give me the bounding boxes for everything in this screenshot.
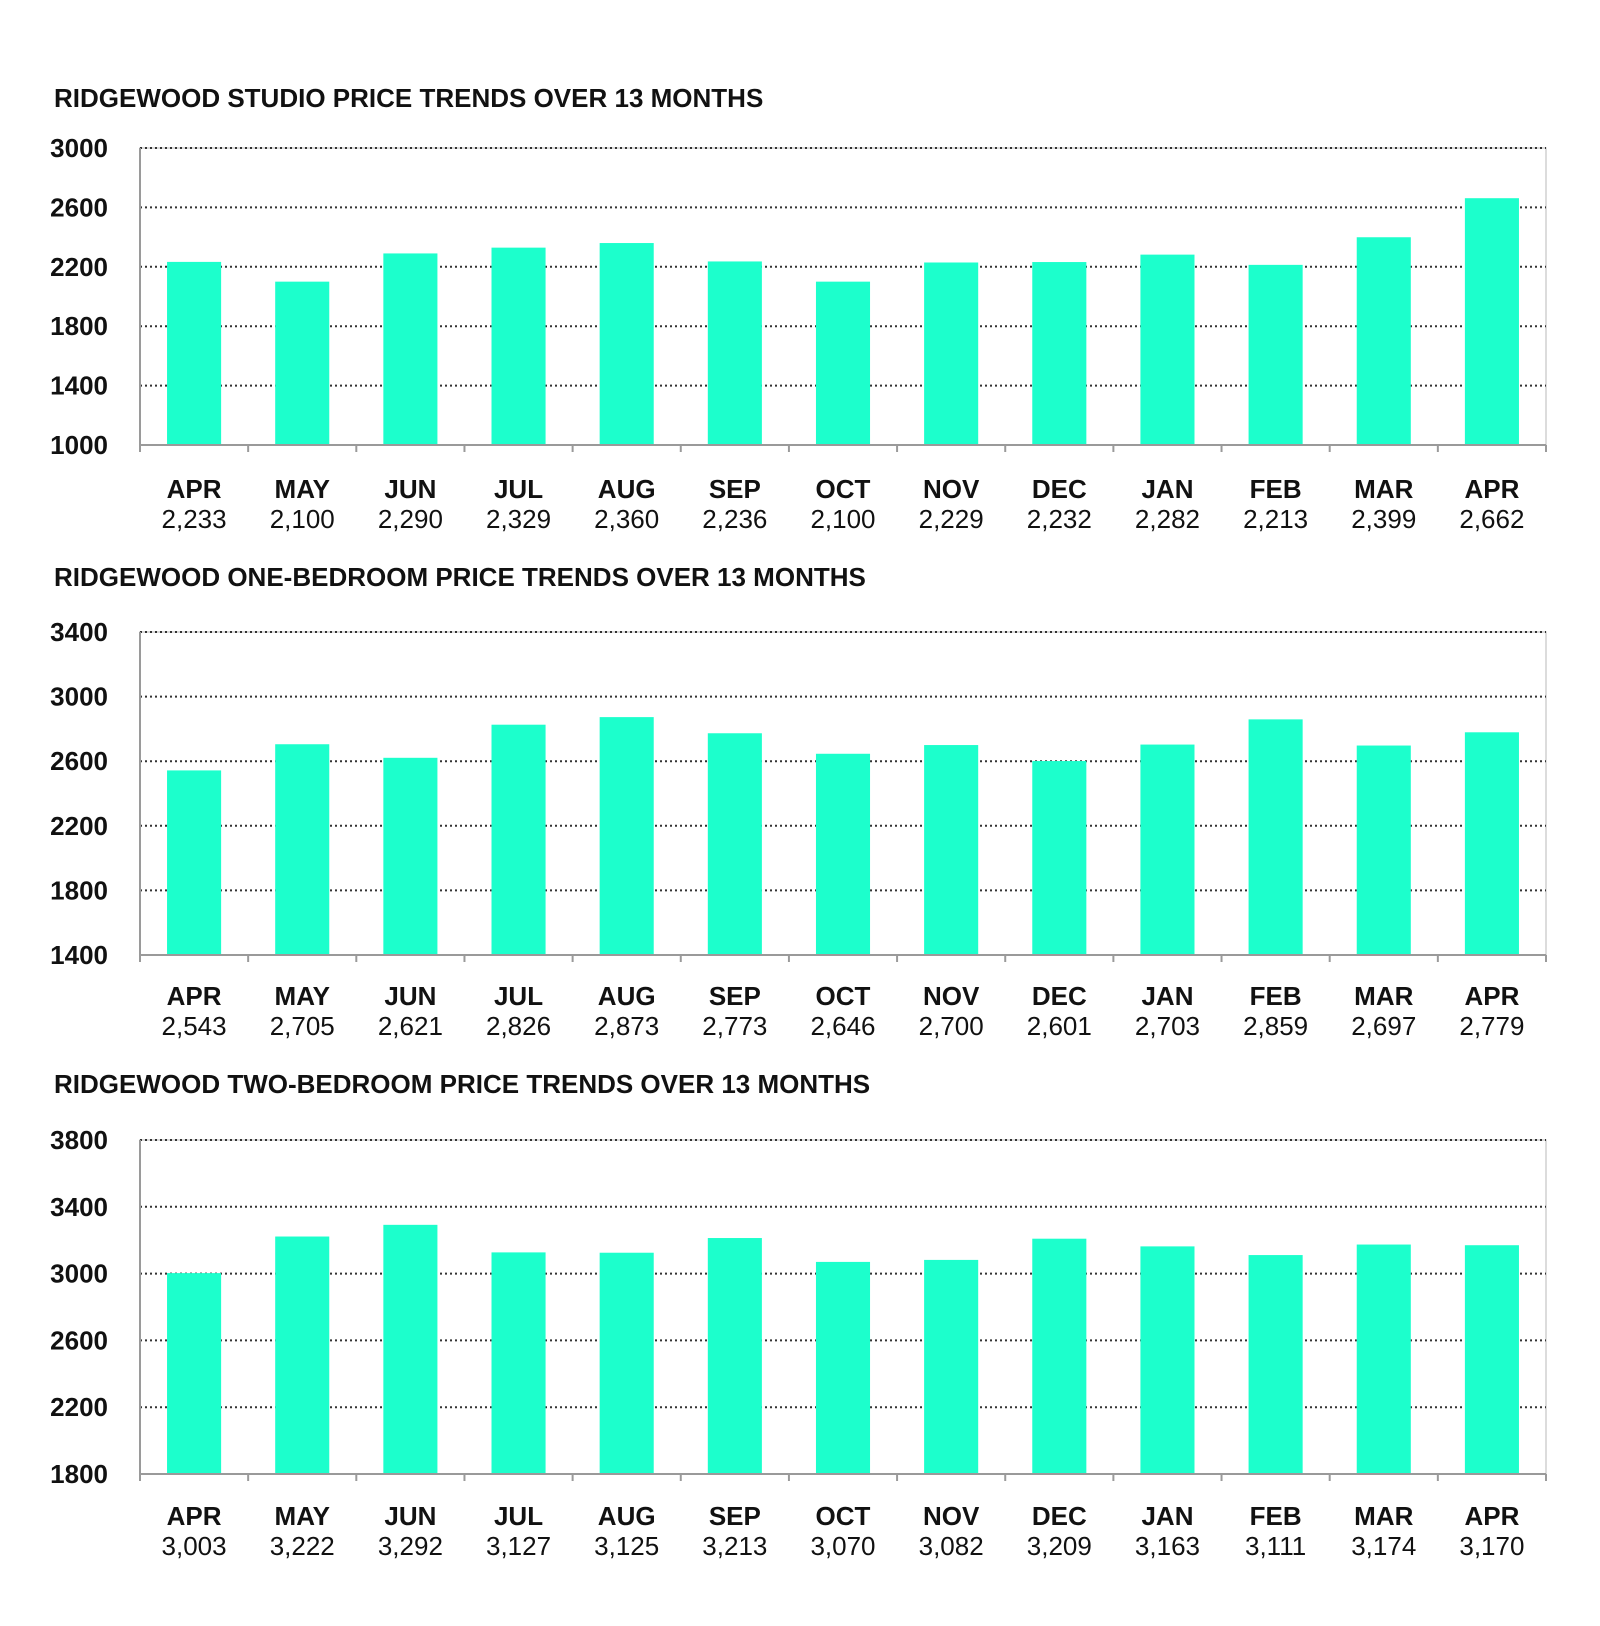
x-category-label: JUN (384, 981, 437, 1011)
bar (924, 1260, 978, 1474)
y-tick-label: 2200 (50, 1392, 108, 1423)
x-category-label: MAR (1354, 474, 1414, 504)
y-tick-label: 1800 (50, 311, 108, 342)
bar (1465, 1245, 1519, 1474)
x-category-label: MAY (274, 474, 330, 504)
x-category-label: JAN (1141, 1501, 1194, 1531)
bar (1465, 198, 1519, 445)
x-category-label: NOV (922, 981, 980, 1011)
x-value-label: 2,233 (161, 504, 227, 534)
x-category-label: AUG (597, 981, 656, 1011)
x-category-label: MAY (274, 981, 330, 1011)
chart-title: RIDGEWOOD ONE-BEDROOM PRICE TRENDS OVER 13 MONTHS (54, 562, 866, 592)
y-tick-label: 1800 (50, 1459, 108, 1489)
x-value-label: 2,621 (377, 1011, 443, 1041)
x-value-label: 2,859 (1243, 1011, 1309, 1041)
bar (600, 1253, 654, 1474)
bar (383, 1225, 437, 1474)
bar (600, 717, 654, 955)
bar (167, 262, 221, 445)
x-value-label: 3,127 (485, 1531, 552, 1561)
x-value-label: 2,773 (702, 1011, 768, 1041)
x-value-label: 2,232 (1026, 504, 1092, 534)
x-category-label: APR (166, 474, 222, 504)
x-value-label: 2,229 (918, 504, 984, 534)
bar (816, 1262, 870, 1474)
x-category-label: JAN (1141, 981, 1194, 1011)
bar (1465, 732, 1519, 955)
bar (816, 754, 870, 955)
bar (1249, 719, 1303, 955)
x-category-label: AUG (597, 474, 656, 504)
y-tick-label: 3400 (50, 617, 108, 647)
y-tick-label: 3800 (50, 1125, 108, 1155)
x-value-label: 2,213 (1243, 504, 1309, 534)
bar (492, 725, 546, 955)
bar (275, 282, 329, 445)
y-tick-label: 2200 (50, 810, 108, 841)
x-category-label: NOV (922, 474, 980, 504)
x-value-label: 2,873 (594, 1011, 660, 1041)
x-category-label: OCT (815, 474, 871, 504)
x-value-label: 2,646 (810, 1011, 876, 1041)
x-value-label: 2,329 (485, 504, 552, 534)
x-category-label: MAR (1354, 981, 1414, 1011)
y-tick-label: 2200 (50, 251, 108, 282)
bar (1032, 761, 1086, 955)
bar (1357, 237, 1411, 445)
bar (600, 243, 654, 445)
bar (1032, 1239, 1086, 1474)
x-value-label: 2,826 (485, 1011, 552, 1041)
x-value-label: 2,662 (1459, 504, 1525, 534)
x-value-label: 3,082 (918, 1531, 984, 1561)
bar (708, 733, 762, 955)
x-value-label: 2,705 (269, 1011, 335, 1041)
y-tick-label: 2600 (50, 1325, 108, 1356)
x-value-label: 3,163 (1134, 1531, 1201, 1561)
x-category-label: OCT (815, 981, 871, 1011)
y-tick-label: 2600 (50, 746, 108, 777)
x-category-label: MAY (274, 1501, 330, 1531)
x-value-label: 3,125 (594, 1531, 660, 1561)
x-category-label: DEC (1031, 981, 1087, 1011)
x-category-label: APR (166, 1501, 222, 1531)
y-tick-label: 2600 (50, 192, 108, 223)
bar (492, 248, 546, 445)
x-value-label: 3,213 (702, 1531, 768, 1561)
x-value-label: 2,236 (702, 504, 768, 534)
bar (1140, 255, 1194, 445)
y-tick-label: 3400 (50, 1191, 108, 1222)
x-category-label: APR (1464, 981, 1520, 1011)
x-category-label: SEP (708, 981, 761, 1011)
bar (383, 253, 437, 445)
bar (708, 261, 762, 445)
y-tick-label: 1800 (50, 875, 108, 906)
x-value-label: 2,360 (594, 504, 660, 534)
x-category-label: NOV (922, 1501, 980, 1531)
bar (1249, 265, 1303, 445)
x-category-label: SEP (708, 474, 761, 504)
y-tick-label: 1400 (50, 940, 108, 970)
x-value-label: 3,209 (1026, 1531, 1092, 1561)
y-tick-label: 1400 (50, 370, 108, 401)
bar (816, 282, 870, 445)
x-category-label: APR (1464, 1501, 1520, 1531)
chart-1 (50, 83, 1546, 534)
x-value-label: 3,111 (1245, 1531, 1307, 1561)
bar (1357, 1245, 1411, 1474)
x-category-label: JUL (493, 1501, 544, 1531)
bar (167, 1273, 221, 1474)
x-value-label: 2,601 (1026, 1011, 1092, 1041)
x-category-label: OCT (815, 1501, 871, 1531)
x-value-label: 3,174 (1351, 1531, 1417, 1561)
x-value-label: 2,779 (1459, 1011, 1525, 1041)
x-value-label: 3,003 (161, 1531, 227, 1561)
x-value-label: 2,290 (377, 504, 443, 534)
bar (383, 758, 437, 955)
x-value-label: 3,222 (269, 1531, 335, 1561)
x-category-label: FEB (1249, 474, 1302, 504)
chart-title: RIDGEWOOD STUDIO PRICE TRENDS OVER 13 MONTHS (54, 83, 764, 113)
bar (1249, 1255, 1303, 1474)
x-category-label: FEB (1249, 981, 1302, 1011)
bar (1357, 746, 1411, 955)
bar (708, 1238, 762, 1474)
x-value-label: 2,100 (269, 504, 335, 534)
x-category-label: MAR (1354, 1501, 1414, 1531)
chart-title: RIDGEWOOD TWO-BEDROOM PRICE TRENDS OVER 13 MONTHS (54, 1069, 871, 1099)
bar (167, 770, 221, 955)
x-category-label: JUL (493, 981, 544, 1011)
x-category-label: JUL (493, 474, 544, 504)
x-value-label: 2,703 (1134, 1011, 1201, 1041)
x-category-label: JUN (384, 474, 437, 504)
x-category-label: JAN (1141, 474, 1194, 504)
x-category-label: SEP (708, 1501, 761, 1531)
chart-2 (50, 562, 1546, 1041)
x-category-label: FEB (1249, 1501, 1302, 1531)
bar (1140, 745, 1194, 955)
x-category-label: AUG (597, 1501, 656, 1531)
y-tick-label: 1000 (50, 430, 108, 460)
x-category-label: APR (166, 981, 222, 1011)
bar (924, 745, 978, 955)
y-tick-label: 3000 (50, 1258, 108, 1289)
x-category-label: JUN (384, 1501, 437, 1531)
bar (1032, 262, 1086, 445)
bar (1140, 1246, 1194, 1474)
bar (924, 262, 978, 445)
y-tick-label: 3000 (50, 133, 108, 163)
x-value-label: 3,070 (810, 1531, 876, 1561)
x-category-label: DEC (1031, 474, 1087, 504)
x-value-label: 2,697 (1351, 1011, 1417, 1041)
x-value-label: 2,700 (918, 1011, 984, 1041)
x-category-label: DEC (1031, 1501, 1087, 1531)
x-category-label: APR (1464, 474, 1520, 504)
y-tick-label: 3000 (50, 681, 108, 712)
x-value-label: 2,543 (161, 1011, 227, 1041)
x-value-label: 2,282 (1134, 504, 1201, 534)
bar (492, 1252, 546, 1474)
chart-3 (50, 1069, 1546, 1561)
x-value-label: 3,292 (377, 1531, 443, 1561)
x-value-label: 2,399 (1351, 504, 1417, 534)
x-value-label: 3,170 (1459, 1531, 1525, 1561)
bar (275, 1237, 329, 1474)
bar (275, 744, 329, 955)
x-value-label: 2,100 (810, 504, 876, 534)
